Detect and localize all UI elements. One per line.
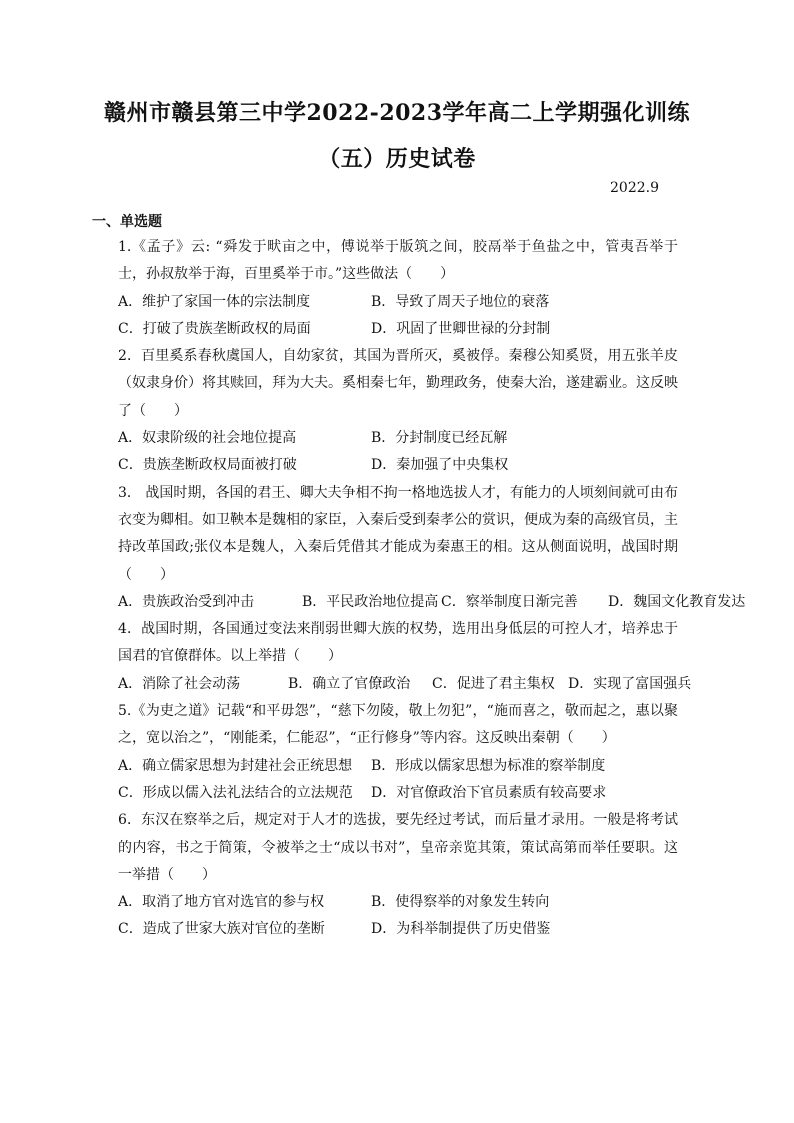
option-c[interactable]: C．贵族垄断政权局面被打破: [118, 457, 297, 474]
question-2: [118, 343, 678, 479]
question-2-options: [118, 425, 678, 480]
option-d[interactable]: D．对官僚政治下官员素质有较高要求: [371, 784, 607, 801]
option-a[interactable]: A．维护了家国一体的宗法制度: [118, 293, 311, 310]
option-b[interactable]: B．分封制度已经瓦解: [371, 430, 508, 447]
question-1-stem: 1.《孟子》云: “舜发于畎亩之中，傅说举于版筑之间，胶鬲举于鱼盐之中，管夷吾举于士，孙叔敖举于海，百里奚举于市。”这些做法（ ）: [118, 239, 678, 283]
option-d[interactable]: D．实现了富国强兵: [568, 675, 692, 692]
exam-title-line2: （五）历史试卷: [318, 146, 476, 172]
option-c[interactable]: C．造成了世家大族对官位的垄断: [118, 921, 325, 938]
exam-title-line1: 赣州市赣县第三中学2022-2023学年高二上学期强化训练: [103, 100, 691, 126]
option-a[interactable]: A．消除了社会动荡: [118, 675, 241, 692]
option-b[interactable]: B．平民政治地位提高: [302, 593, 439, 610]
question-2-stem: 2．百里奚系春秋虞国人，自幼家贫，其国为晋所灭，奚被俘。秦穆公知奚贤，用五张羊皮（奴隶身价）将其赎回，拜为大夫。奚相秦七年，勤理政务，使秦大治，遂建霸业。这反映了（ ）: [118, 348, 678, 419]
option-a[interactable]: A．取消了地方官对选官的参与权: [118, 894, 325, 911]
option-c[interactable]: C．打破了贵族垄断政权的局面: [118, 320, 311, 337]
question-6-stem: 6．东汉在察举之后，规定对于人才的选拔，要先经过考试，而后量才录用。一般是将考试的内容，书之于简策，令被举之士“成以书对”，皇帝亲览其策，策试高第而举任要职。这一举措（ ）: [118, 812, 678, 883]
question-3-options: [118, 589, 746, 616]
exam-date: 2022.9: [610, 180, 659, 196]
option-d[interactable]: D．秦加强了中央集权: [371, 457, 509, 474]
option-d[interactable]: D．巩固了世卿世禄的分封制: [371, 320, 551, 337]
question-3-stem: 3． 战国时期，各国的君王、卿大夫争相不拘一格地选拔人才，有能力的人顷刻间就可由布衣变为卿相。如卫鞅本是魏相的家臣，入秦后受到秦孝公的赏识，便成为秦的高级官员，主持改革国政;张仪本是魏人，入秦后凭借其才能成为秦惠王的相。这从侧面说明，战国时期（ ）: [118, 484, 678, 583]
question-5: [118, 698, 678, 807]
question-4-stem: 4．战国时期，各国通过变法来削弱世卿大族的权势，选用出身低层的可控人才，培养忠于国君的官僚群体。以上举措（ ）: [118, 621, 678, 665]
option-c[interactable]: C．察举制度日渐完善: [441, 593, 578, 610]
question-list: [118, 234, 746, 944]
option-a[interactable]: A．贵族政治受到冲击: [118, 593, 255, 610]
option-c[interactable]: C．形成以儒入法礼法结合的立法规范: [118, 784, 353, 801]
question-3: [118, 480, 746, 616]
option-b[interactable]: B．使得察举的对象发生转向: [371, 894, 550, 911]
option-d[interactable]: D．魏国文化教育发达: [608, 593, 746, 610]
question-4: [118, 616, 692, 698]
section-heading: 一、单选题: [92, 214, 162, 230]
question-5-stem: 5.《为吏之道》记载“和平毋怨”，“慈下勿陵，敬上勿犯”，“施而喜之，敬而起之，惠以聚之，宽以治之”，“刚能柔，仁能忍”，“正行修身”等内容。这反映出秦朝（ ）: [118, 703, 678, 747]
question-5-options: [118, 753, 678, 808]
option-b[interactable]: B．确立了官僚政治: [288, 675, 411, 692]
option-b[interactable]: B．导致了周天子地位的衰落: [371, 293, 550, 310]
question-4-options: [118, 671, 692, 698]
question-1-options: [118, 289, 678, 344]
question-6: [118, 807, 678, 943]
question-6-options: [118, 889, 678, 944]
question-1: [118, 234, 678, 343]
option-a[interactable]: A．奴隶阶级的社会地位提高: [118, 430, 297, 447]
option-b[interactable]: B．形成以儒家思想为标准的察举制度: [371, 757, 606, 774]
option-d[interactable]: D．为科举制提供了历史借鉴: [371, 921, 551, 938]
option-c[interactable]: C．促进了君主集权: [432, 675, 555, 692]
option-a[interactable]: A．确立儒家思想为封建社会正统思想: [118, 757, 353, 774]
